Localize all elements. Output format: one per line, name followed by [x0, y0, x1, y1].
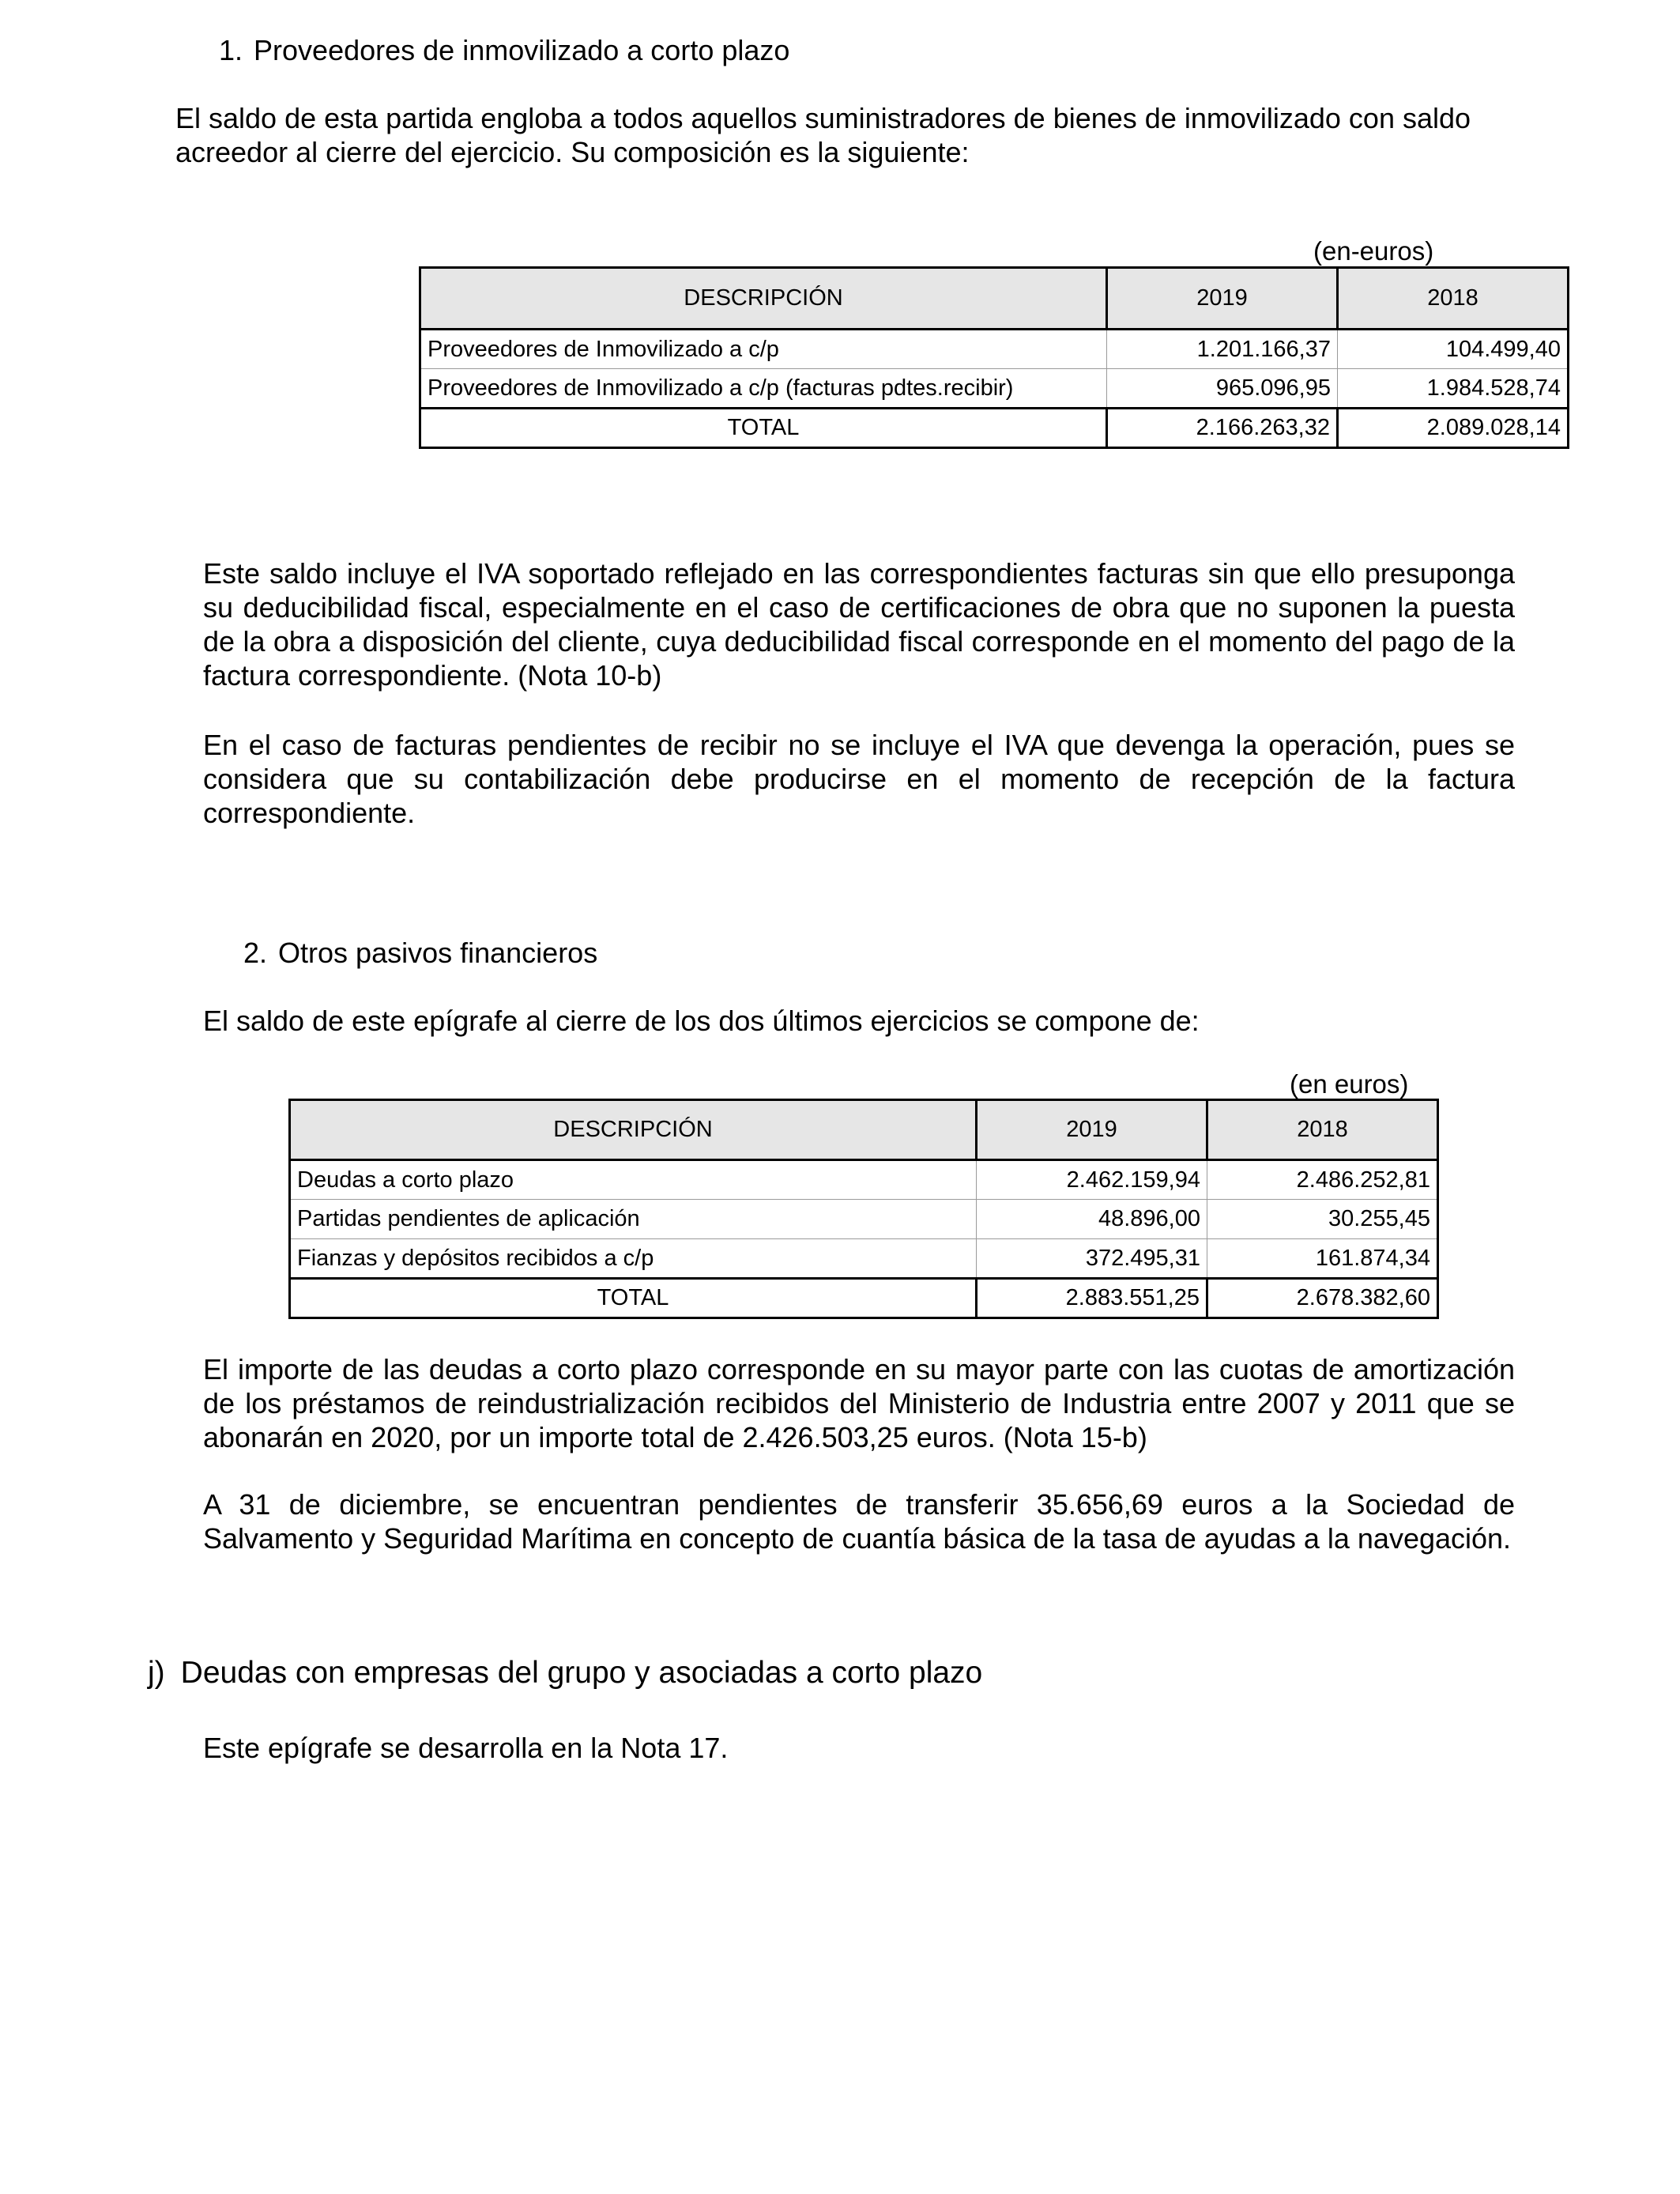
table-2-row-2-2019: 48.896,00 [977, 1200, 1207, 1239]
table-2-header-2019: 2019 [977, 1100, 1207, 1160]
table-1-total-2019: 2.166.263,32 [1107, 409, 1338, 448]
table-row [420, 369, 1569, 409]
table-1-total-row [420, 409, 1569, 448]
table-1-header-descripcion: DESCRIPCIÓN [420, 268, 1107, 330]
section-j-text: Este epígrafe se desarrolla en la Nota 17. [203, 1732, 729, 1764]
table-1-unit: (en-euros) [1313, 236, 1434, 266]
table-2 [288, 1099, 1439, 1319]
section-1-intro: El saldo de esta partida engloba a todos aquellos suministradores de bienes de inmovilizado con saldo acreedor al cierre del ejercicio. Su composición es la siguiente: [175, 102, 1471, 168]
table-2-unit: (en euros) [1290, 1069, 1409, 1099]
table-2-row-2-2018: 30.255,45 [1207, 1200, 1438, 1239]
section-j-heading [148, 1654, 982, 1692]
section-1-number: 1. [219, 34, 243, 66]
table-2-total-2018: 2.678.382,60 [1207, 1279, 1438, 1318]
table-row [420, 330, 1569, 369]
table-1-row-2-2018: 1.984.528,74 [1338, 369, 1569, 409]
table-1-total-2018: 2.089.028,14 [1338, 409, 1569, 448]
table-2-row-1-2018: 2.486.252,81 [1207, 1160, 1438, 1200]
section-1-title: Proveedores de inmovilizado a corto plazo [254, 34, 790, 66]
table-2-row-3-label: Fianzas y depósitos recibidos a c/p [290, 1239, 977, 1279]
table-2-row-3-2019: 372.495,31 [977, 1239, 1207, 1279]
table-2-total-2019: 2.883.551,25 [977, 1279, 1207, 1318]
table-row [290, 1239, 1438, 1279]
table-1-row-1-2019: 1.201.166,37 [1107, 330, 1338, 369]
table-1-row-1-label: Proveedores de Inmovilizado a c/p [420, 330, 1107, 369]
table-row [290, 1200, 1438, 1239]
table-1-header-2018: 2018 [1338, 268, 1569, 330]
table-2-header-row [290, 1100, 1438, 1160]
section-1-paragraph-2: En el caso de facturas pendientes de recibir no se incluye el IVA que devenga la operación, pues se considera que su contabilización debe producirse en el momento de recepción de la factura correspondiente. [203, 729, 1515, 829]
section-2-number: 2. [243, 937, 268, 969]
table-1-header-2019: 2019 [1107, 268, 1338, 330]
section-j-title: Deudas con empresas del grupo y asociadas a corto plazo [180, 1656, 983, 1690]
section-2-title: Otros pasivos financieros [278, 937, 598, 969]
table-1 [419, 266, 1569, 449]
table-1-row-2-label: Proveedores de Inmovilizado a c/p (facturas pdtes.recibir) [420, 369, 1107, 409]
section-2-heading [243, 936, 597, 971]
section-2-paragraph-2: A 31 de diciembre, se encuentran pendientes de transferir 35.656,69 euros a la Sociedad de Salvamento y Seguridad Marítima en concepto de cuantía básica de la tasa de ayudas a la navegación. [203, 1488, 1515, 1555]
table-2-row-1-2019: 2.462.159,94 [977, 1160, 1207, 1200]
section-j-number: j) [148, 1656, 165, 1690]
section-1-heading [219, 33, 789, 68]
table-2-header-2018: 2018 [1207, 1100, 1438, 1160]
section-2-intro: El saldo de este epígrafe al cierre de los dos últimos ejercicios se compone de: [203, 1005, 1200, 1037]
table-1-row-1-2018: 104.499,40 [1338, 330, 1569, 369]
table-2-total-row [290, 1279, 1438, 1318]
table-1-row-2-2019: 965.096,95 [1107, 369, 1338, 409]
table-2-row-3-2018: 161.874,34 [1207, 1239, 1438, 1279]
table-1-total-label: TOTAL [420, 409, 1107, 448]
table-1-header-row [420, 268, 1569, 330]
table-2-row-2-label: Partidas pendientes de aplicación [290, 1200, 977, 1239]
table-2-header-descripcion: DESCRIPCIÓN [290, 1100, 977, 1160]
table-row [290, 1160, 1438, 1200]
table-2-total-label: TOTAL [290, 1279, 977, 1318]
section-1-paragraph-1: Este saldo incluye el IVA soportado reflejado en las correspondientes facturas sin que ello presuponga su deducibilidad fiscal, especialmente en el caso de certificaciones de obra que no suponen la puesta de la obra a disposición del cliente, cuya deducibilidad fiscal corresponde en el momento del pago de la factura correspondiente. (Nota 10-b) [203, 557, 1515, 692]
section-2-paragraph-1: El importe de las deudas a corto plazo corresponde en su mayor parte con las cuotas de amortización de los préstamos de reindustrialización recibidos del Ministerio de Industria entre 2007 y 2011 que se abonarán en 2020, por un importe total de 2.426.503,25 euros. (Nota 15-b) [203, 1353, 1515, 1453]
table-2-row-1-label: Deudas a corto plazo [290, 1160, 977, 1200]
